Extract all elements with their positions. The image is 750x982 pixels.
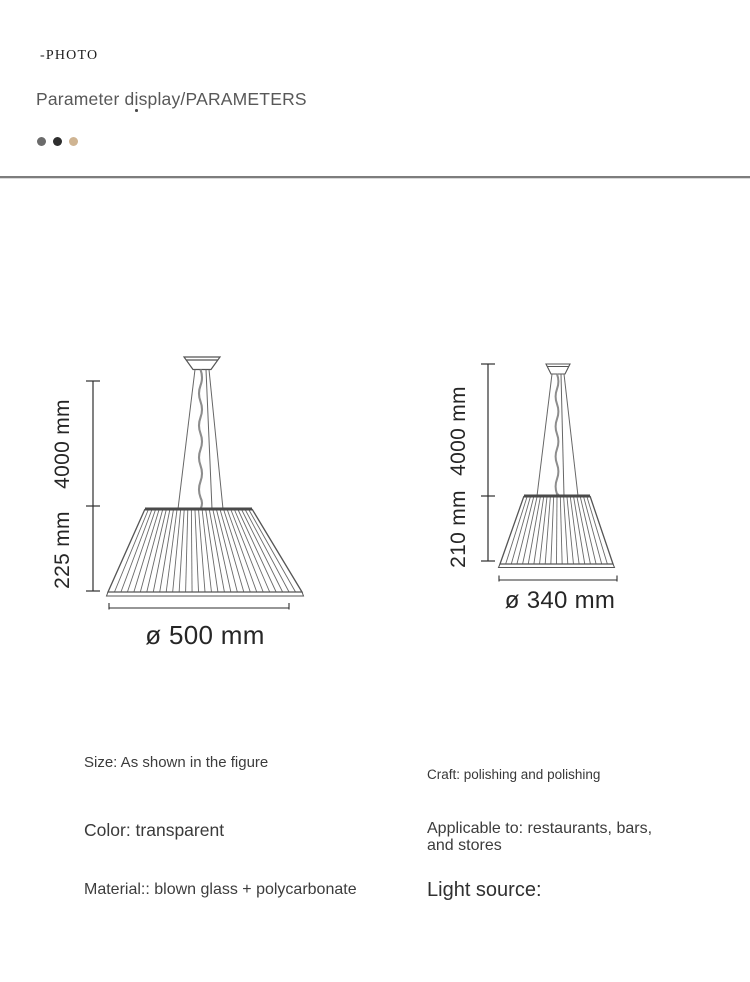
carousel-dot-3 xyxy=(69,137,78,146)
spec-size: Size: As shown in the figure xyxy=(84,754,269,771)
large-lamp-canopy-icon xyxy=(184,357,220,370)
spec-light-source: Light source: xyxy=(427,879,542,901)
small-lamp-shade-icon xyxy=(499,496,615,568)
carousel-dot-2 xyxy=(53,137,62,146)
small-drop-height-label: 4000 mm xyxy=(447,386,470,476)
small-lamp-diameter-dimension xyxy=(499,576,617,582)
spec-material: Material:: blown glass + polycarbonate xyxy=(84,881,357,898)
large-lamp-diameter-dimension xyxy=(109,603,289,610)
large-lamp-diagram xyxy=(40,345,350,660)
stray-dot xyxy=(135,109,138,112)
small-lamp-height-dimension xyxy=(481,364,495,561)
small-diameter-label: ø 340 mm xyxy=(504,587,616,614)
large-lamp-wires-icon xyxy=(178,370,223,510)
photo-label: -PHOTO xyxy=(40,48,99,63)
large-lamp-cable-icon xyxy=(199,370,202,510)
carousel-dot-1 xyxy=(37,137,46,146)
spec-color: Color: transparent xyxy=(84,820,225,840)
small-lamp-diagram xyxy=(440,345,690,630)
large-lamp-shade-icon xyxy=(107,509,304,596)
spec-craft: Craft: polishing and polishing xyxy=(427,767,601,782)
page-title: Parameter display/PARAMETERS xyxy=(36,89,307,109)
large-shade-height-label: 225 mm xyxy=(51,511,74,589)
small-shade-height-label: 210 mm xyxy=(447,490,470,568)
small-lamp-canopy-icon xyxy=(546,364,570,374)
small-lamp-cable-icon xyxy=(556,374,559,496)
carousel-dots xyxy=(37,137,78,146)
large-lamp-height-dimension xyxy=(86,381,100,591)
spec-applicable: Applicable to: restaurants, bars, and stores xyxy=(427,820,653,854)
large-diameter-label: ø 500 mm xyxy=(145,620,265,650)
section-divider xyxy=(0,176,750,178)
large-drop-height-label: 4000 mm xyxy=(51,399,74,489)
